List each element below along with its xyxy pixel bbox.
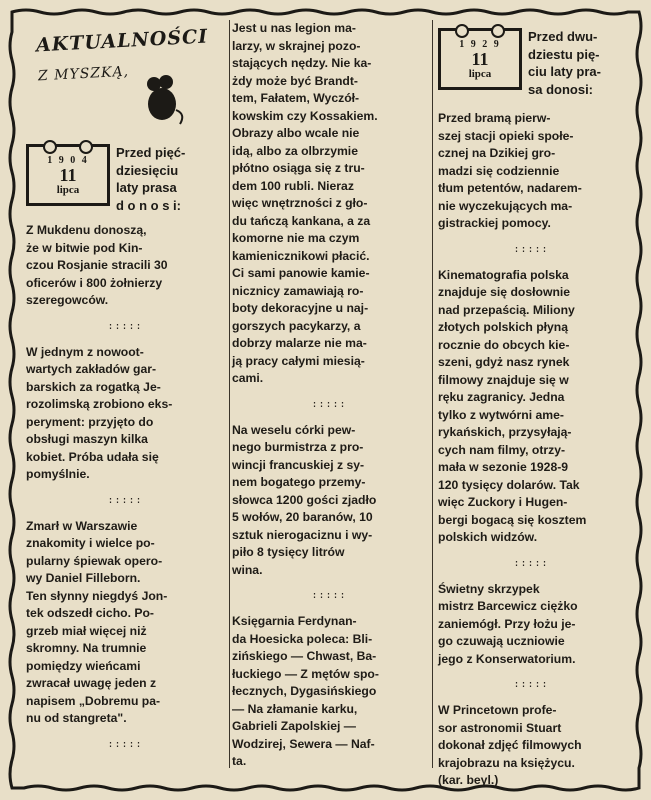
news-item: Z Mukdenu donoszą, że w bitwie pod Kin- czou Rosjanie stracili 30 oficerów i 800 żołnierzy szeregowców. [26,223,168,307]
date-month: lipca [468,67,492,80]
news-item: Na weselu córki pew- nego burmistrza z pro- wincji francuskiej z sy- nem bogatego przemy- słowca 1200 gości zjadło 5 wołów, 20 baranów, 10 sztuk nierogaciznu i wy- piło 8 tysięcy litrów wina. [232,422,377,577]
separator: ::::: [107,738,143,750]
news-item: Przed bramą pierw- szej stacji opieki społe- cznej na Dzikiej gro- madzi się codziennie tłum petentów, nadarem- nie wyczekujących ma- gistrackiej pomocy. [438,111,582,230]
separator: ::::: [107,494,143,506]
calendar-icon [438,28,522,90]
date-year: 1 9 2 9 [459,38,501,50]
date-year: 1 9 0 4 [47,154,89,166]
column-divider-1 [229,20,230,768]
separator: ::::: [513,679,549,690]
news-item: W jednym z nowoot- wartych zakładów gar- barskich za rogatką Je- rozolimską zrobiono eks- peryment: przyjęto do obsługi maszyn kilka kobiet. Próba udała się pomyślnie. [26,344,173,481]
masthead-title: AKTUALNOŚCI [35,25,209,57]
calendar-icon [26,144,110,206]
masthead-subtitle: Z MYSZKĄ, [37,63,130,85]
section-heading: Przed pięć- dziesięciu laty prasa d o n o s i: [116,145,186,213]
date-day: 11 [59,164,77,185]
column-divider-2 [432,20,433,768]
news-item: Księgarnia Ferdynan- da Hoesicka poleca: Bli- zińskiego — Chwast, Ba- łuckiego — Z mętów spo- łecznych, Dygasińskiego — Na złamanie karku, Gabrieli Zapolskiej — Wodzirej, Sewera — Naf- ta. [232,614,379,768]
separator: ::::: [311,590,347,601]
news-item: Jest u nas legion ma- larzy, w skrajnej pozo- stających nędzy. Nie ka- żdy może być Brandt- tem, Fałatem, Wyczół- kowskim czy Kossakiem. Obrazy albo wcale nie idą, albo za olbrzymie płótno osiąga się z tru- dem 100 rubli. Nieraz więc wnętrzności z gło- du tańczą kankana, a za komorne nie ma czym kamienicznikowi płacić. Ci sami panowie kamie- nicznicy zamawiają ro- boty dekoracyjne u naj- gorszych pacykarzy, a dobrzy malarze nie ma- ją pracy całymi miesią- cami. [232,21,378,385]
news-item: Świetny skrzypek mistrz Barcewicz ciężko zaniemógł. Przy łożu je- go czuwają uczniowie jego z Konserwatorium. [438,581,578,666]
separator: ::::: [513,243,549,255]
column-2 [232,14,426,771]
column-1 [26,14,224,762]
news-item: Zmarł w Warszawie znakomity i wielce po- pularny śpiewak opero- wy Daniel Filleborn. Ten słynny niegdyś Jon- tek odszedł cicho. Po- grzeb miał więcej niż skromny. Na trumnie pomiędzy wieńcami zwracał uwagę jeden z napisem „Dobremu pa- nu od stangreta". [26,518,168,725]
news-item: W Princetown profe- sor astronomii Stuart dokonał zdjęć filmowych krajobrazu na księżycu. (kar. beyl.) [438,703,582,787]
separator: ::::: [311,398,347,410]
masthead [26,14,224,144]
separator: ::::: [107,320,143,332]
separator: ::::: [513,557,549,569]
date-heading-1904 [26,144,224,214]
date-month: lipca [56,183,80,196]
column-3 [438,14,624,790]
date-day: 11 [471,48,489,69]
section-heading: Przed dwu- dziestu pię- ciu laty pra- sa donosi: [528,29,601,97]
mouse-icon [136,70,184,126]
news-item: Kinematografia polska znajduje się dosłownie nad przepaścią. Miliony złotych polskich płyną rocznie do obcych kie- szeni, gdyż nasz rynek filmowy znajduje się w ręku zagranicy. Jedna tylko z wytwórni ame- rykańskich, przysyłają- cych nam filmy, otrzy- mała w sezonie 1928-9 120 tysięcy dolarów. Tak więc Zuckory i Hugen- bergi bogacą się kosztem polskich widzów. [438,267,587,544]
date-heading-1929 [438,28,624,98]
